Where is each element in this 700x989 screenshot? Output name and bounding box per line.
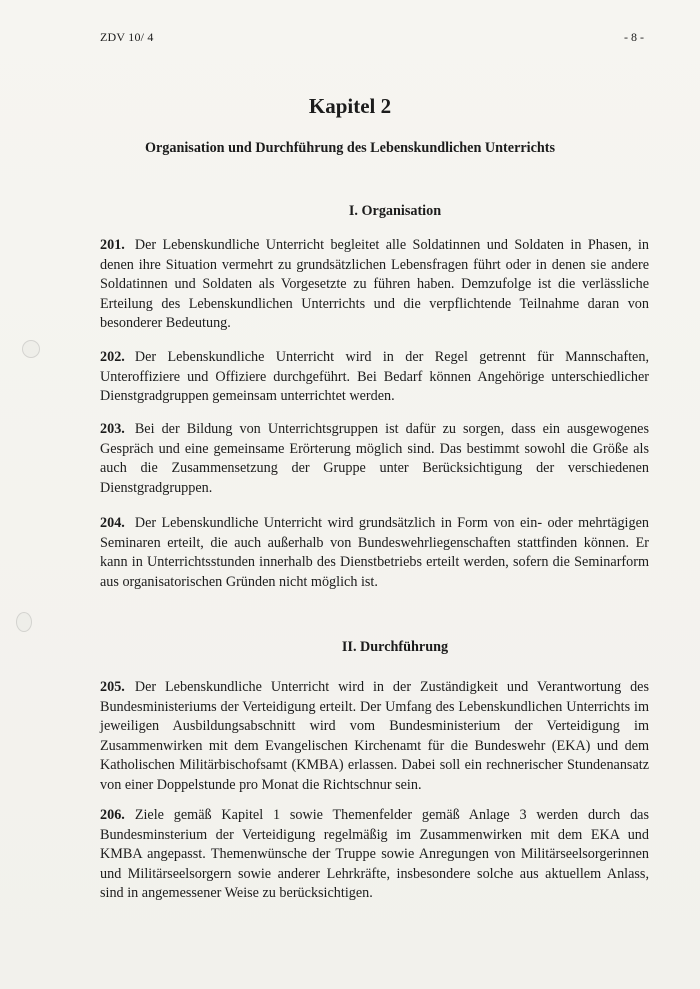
paragraph-text: Der Lebenskundliche Unterricht wird grundsätzlich in Form von ein- oder mehrtägigen Seminaren erteilt, die auch außerhalb von Bundeswehrliegenschaften stattfinden können. Er kann in Unterrichtsstunden innerhalb des Dienstbetriebs erteilt werden, sofern die Seminarform aus organisatorischen Gründen nicht möglich ist. — [100, 515, 649, 590]
section-heading-organisation: I. Organisation — [348, 203, 442, 219]
paragraph-number: 206. — [100, 807, 125, 823]
paragraph-number: 205. — [100, 679, 125, 695]
paragraph-number: 204. — [100, 515, 125, 531]
paragraph-206 — [100, 806, 649, 904]
paragraph-text: Bei der Bildung von Unterrichtsgruppen ist dafür zu sorgen, dass ein ausgewogenes Gespräch und eine gemeinsame Erörterung möglich sind. Das bestimmt sowohl die Größe als auch die Zusammensetzung der Gruppe unter Berücksichtigung der verschiedenen Dienstgradgruppen. — [100, 421, 649, 496]
chapter-title: Kapitel 2 — [308, 94, 392, 118]
document-reference: ZDV 10/ 4 — [100, 30, 154, 44]
paragraph-202 — [100, 348, 649, 407]
section-heading-durchfuehrung: II. Durchführung — [341, 639, 449, 655]
paragraph-number: 202. — [100, 349, 125, 365]
paragraph-205 — [100, 678, 649, 795]
chapter-subtitle: Organisation und Durchführung des Lebenskundlichen Unterrichts — [144, 140, 556, 156]
punch-hole-mark-lower — [16, 612, 32, 632]
paragraph-text: Der Lebenskundliche Unterricht wird in der Zuständigkeit und Verantwortung des Bundesministeriums der Verteidigung erteilt. Der Umfang des Lebenskundlichen Unterrichts im jeweiligen Ausbildungsabschnitt wird vom Bundesministerium der Verteidigung im Zusammenwirken mit dem Evangelischen Kirchenamt für die Bundeswehr (EKA) und dem Katholischen Militärbischofsamt (KMBA) erlassen. Dabei soll ein rechnerischer Stundenansatz von einer Doppelstunde pro Monat die Richtschnur sein. — [100, 679, 649, 793]
page-number: - 8 - — [624, 30, 644, 44]
paragraph-number: 201. — [100, 237, 125, 253]
paragraph-text: Ziele gemäß Kapitel 1 sowie Themenfelder gemäß Anlage 3 werden durch das Bundesminsterium der Verteidigung regelmäßig im Zusammenwirken mit dem EKA und KMBA angepasst. Themenwünsche der Truppe sowie Anregungen von Militärseelsorgerinnen und Militärseelsorgern sowie anderer Lehrkräfte, insbesondere solche aus aktuellem Anlass, sind in angemessener Weise zu berücksichtigen. — [100, 807, 649, 901]
paragraph-201 — [100, 236, 649, 334]
paragraph-text: Der Lebenskundliche Unterricht begleitet alle Soldatinnen und Soldaten in Phasen, in denen ihre Situation vermehrt zu grundsätzlichen Lebensfragen führt oder in denen sie andere Soldatinnen und Soldaten als Vorgesetzte zu führen haben. Demzufolge ist die verlässliche Erteilung des Lebenskundlichen Unterrichts und die verpflichtende Teilnahme daran von besonderer Bedeutung. — [100, 237, 649, 331]
paragraph-text: Der Lebenskundliche Unterricht wird in der Regel getrennt für Mannschaften, Unteroffiziere und Offiziere durchgeführt. Bei Bedarf können Angehörige unterschiedlicher Dienstgradgruppen gemeinsam unterrichtet werden. — [100, 349, 649, 404]
punch-hole-mark-upper — [22, 340, 40, 358]
paragraph-number: 203. — [100, 421, 125, 437]
paragraph-203 — [100, 420, 649, 498]
paragraph-204 — [100, 514, 649, 592]
